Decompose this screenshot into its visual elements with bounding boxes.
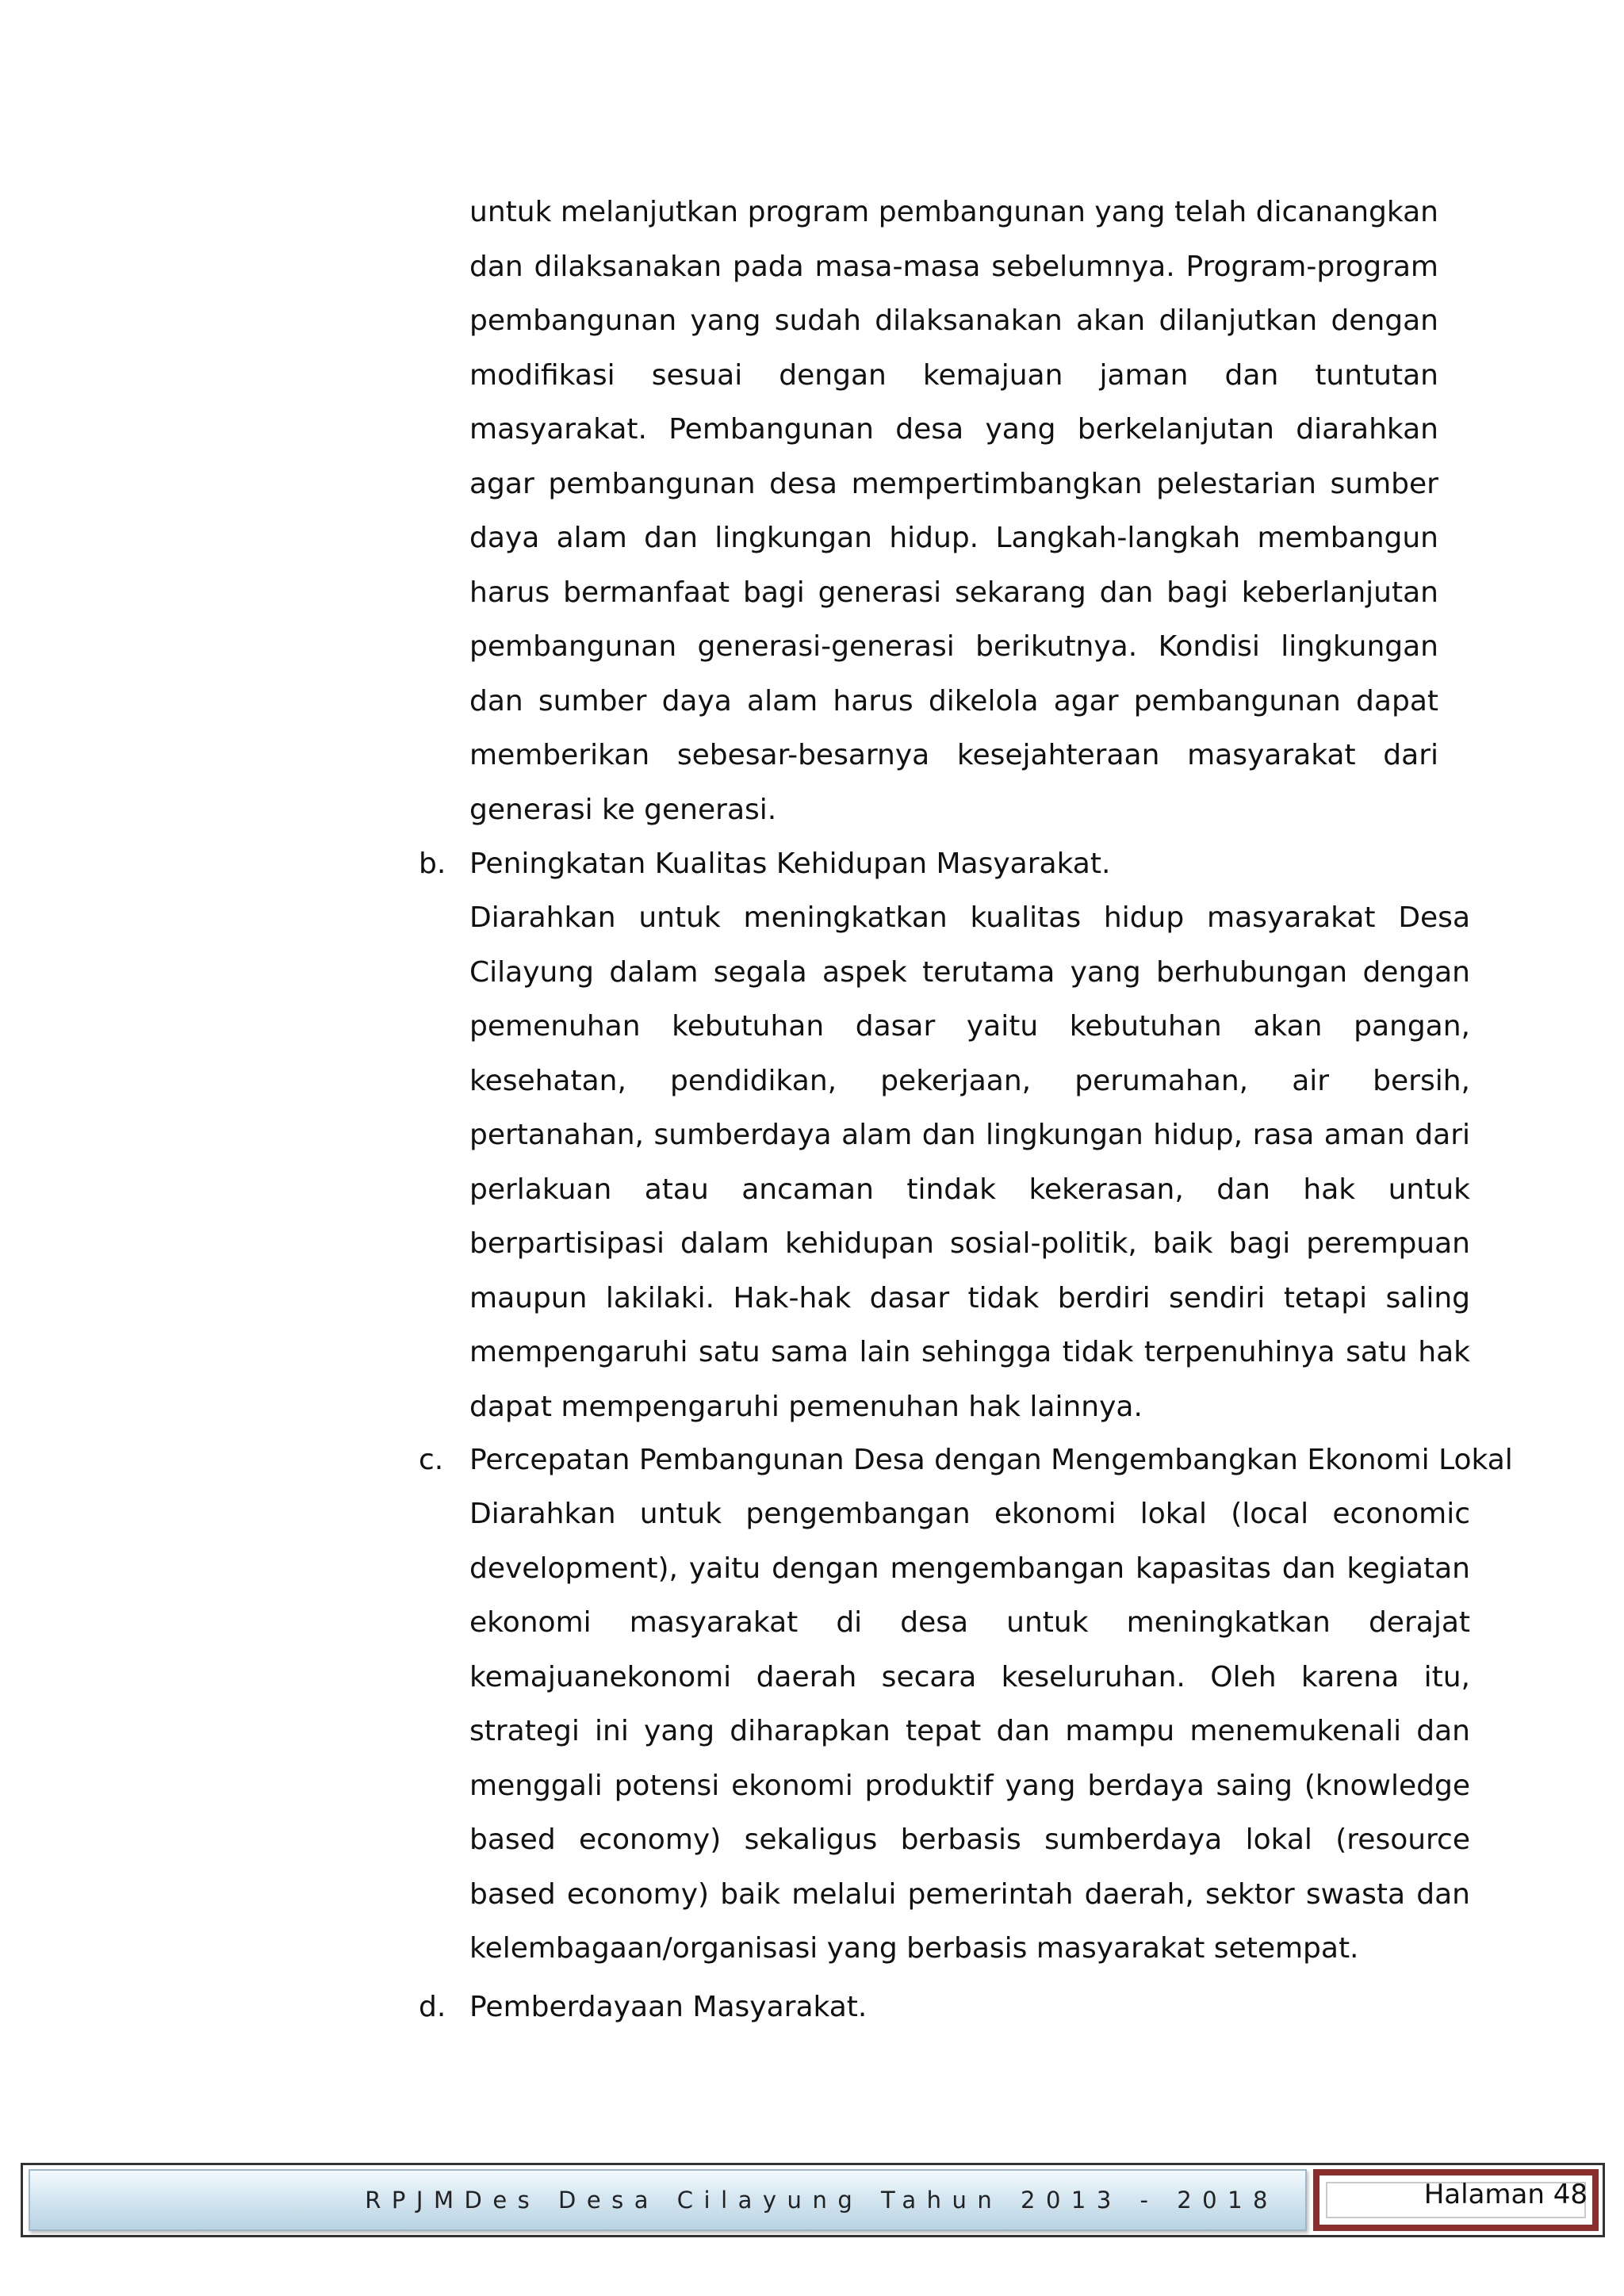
- continuation-paragraph: untuk melanjutkan program pembangunan yang telah dicanangkan dan dilaksanakan pada masa-masa sebelumnya. Program-program pembangunan yang sudah dilaksanakan akan dilanjutkan dengan modifikasi sesuai dengan kemajuan jaman dan tuntutan masyarakat. Pembangunan desa yang berkelanjutan diarahkan agar pembangunan desa mempertimbangkan pelestarian sumber daya alam dan lingkungan hidup. Langkah-langkah membangun harus bermanfaat bagi generasi sekarang dan bagi keberlanjutan pembangunan generasi-generasi berikutnya. Kondisi lingkungan dan sumber daya alam harus dikelola agar pembangunan dapat memberikan sebesar-besarnya kesejahteraan masyarakat dari generasi ke generasi.: [469, 196, 1438, 826]
- footer-document-title: RPJMDes Desa Cilayung Tahun 2013 - 2018: [365, 2187, 1278, 2214]
- list-marker-c: c.: [419, 1444, 444, 1476]
- list-marker-d: d.: [419, 1991, 446, 2023]
- footer-page-box: [1313, 2169, 1599, 2231]
- list-body-c: Diarahkan untuk pengembangan ekonomi lokal (local economic development), yaitu dengan mengembangan kapasitas dan kegiatan ekonomi masyarakat di desa untuk meningkatkan derajat kemajuanekonomi daerah secara keseluruhan. Oleh karena itu, strategi ini yang diharapkan tepat dan mampu menemukenali dan menggali potensi ekonomi produktif yang berdaya saing (knowledge based economy) sekaligus berbasis sumberdaya lokal (resource based economy) baik melalui pemerintah daerah, sektor swasta dan kelembagaan/organisasi yang berbasis masyarakat setempat.: [469, 1498, 1470, 1965]
- list-body-b: Diarahkan untuk meningkatkan kualitas hidup masyarakat Desa Cilayung dalam segala aspek terutama yang berhubungan dengan pemenuhan kebutuhan dasar yaitu kebutuhan akan pangan, kesehatan, pendidikan, pekerjaan, perumahan, air bersih, pertanahan, sumberdaya alam dan lingkungan hidup, rasa aman dari perlakuan atau ancaman tindak kekerasan, dan hak untuk berpartisipasi dalam kehidupan sosial-politik, baik bagi perempuan maupun lakilaki. Hak-hak dasar tidak berdiri sendiri tetapi saling mempengaruhi satu sama lain sehingga tidak terpenuhinya satu hak dapat mempengaruhi pemenuhan hak lainnya.: [469, 901, 1470, 1423]
- list-heading-d: Pemberdayaan Masyarakat.: [469, 1991, 868, 2023]
- list-marker-b: b.: [419, 848, 446, 880]
- list-heading-b: Peningkatan Kualitas Kehidupan Masyarakat.: [469, 848, 1111, 880]
- list-heading-c: Percepatan Pembangunan Desa dengan Mengembangkan Ekonomi Lokal: [469, 1444, 1513, 1476]
- footer-title-bar: [29, 2169, 1307, 2231]
- page-number: Halaman 48: [1423, 2179, 1588, 2210]
